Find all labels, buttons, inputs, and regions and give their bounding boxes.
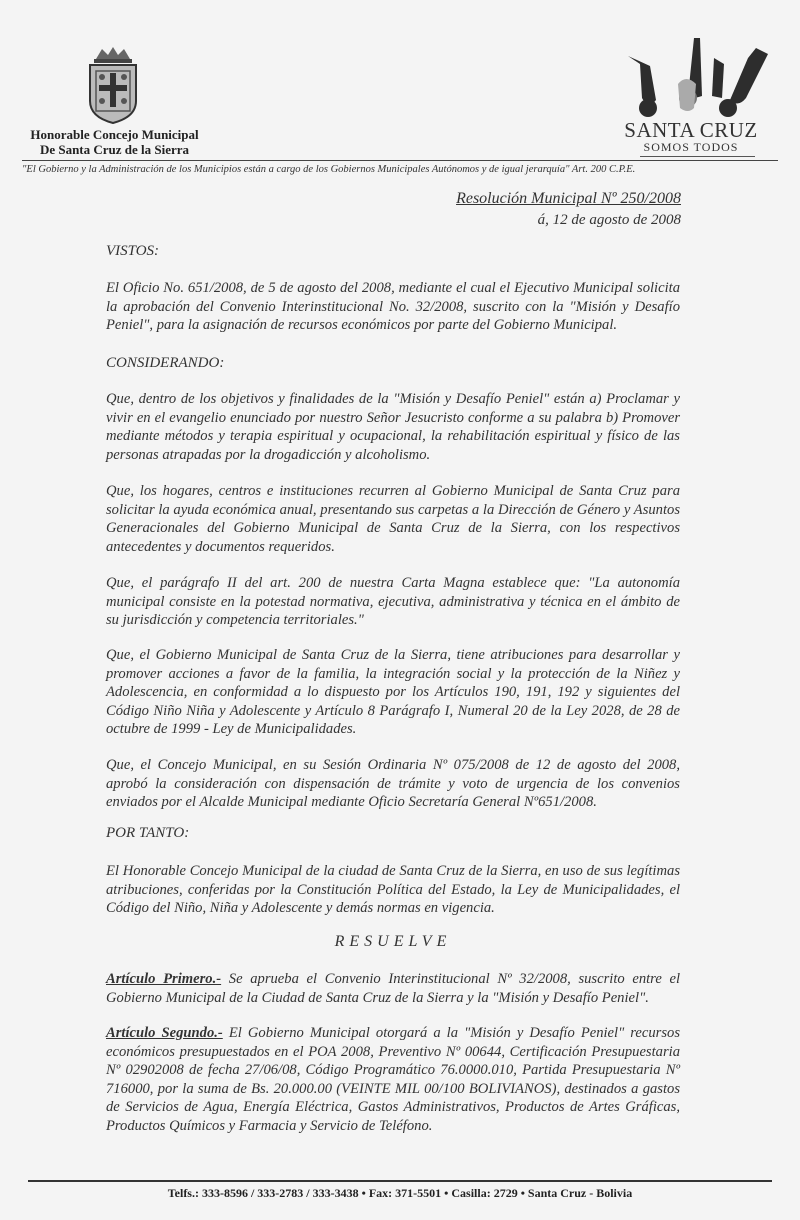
considerando-paragraph: Que, el Concejo Municipal, en su Sesión Ordinaria Nº 075/2008 de 12 de agosto del 2008, aprobó la consideración con dispensación de trámite y voto de urgencia de los convenios enviados por el Alcalde Municipal mediante Oficio Secretaría General Nº651/2008.: [106, 757, 680, 810]
article-first-text: Se aprueba el Convenio Interinstitucional Nº 32/2008, suscrito entre el Gobierno Municipal de la Ciudad de Santa Cruz de la Sierra y la "Misión y Desafío Peniel".: [106, 971, 681, 1006]
considerando-paragraph: Que, los hogares, centros e instituciones recurren al Gobierno Municipal de Santa Cruz para solicitar la ayuda económica anual, presentando sus carpetas a la Dirección de Género y Asuntos Generacionales del Gobierno Municipal de Santa Cruz de la Sierra, con los respectivos antecedentes y documentos requeridos.: [106, 483, 680, 555]
considerando-paragraph: Que, el parágrafo II del art. 200 de nuestra Carta Magna establece que: "La autonomía municipal consiste en la potestad normativa, ejecutiva, administrativa y técnica en el ámbito de su jurisdicción y competencia territoriales.": [106, 575, 680, 628]
considerando-heading: CONSIDERANDO:: [106, 355, 225, 371]
council-line-1: Honorable Concejo Municipal: [30, 127, 199, 142]
coat-of-arms-icon: [84, 45, 142, 125]
constitution-quote: "El Gobierno y la Administración de los Municipios están a cargo de los Gobiernos Municipales Autónomos y de igual jerarquía" Art. 200 C.P.E.: [22, 164, 636, 175]
council-line-2: De Santa Cruz de la Sierra: [39, 142, 190, 157]
considerando-paragraph: Que, dentro de los objetivos y finalidades de la "Misión y Desafío Peniel" están a) Proclamar y vivir en el evangelio enunciado por nuestro Señor Jesucristo conforme a su palabra b) Promover mediante métodos y terapia espiritual y ocupacional, la rehabilitación espiritual y físico de las personas atrapadas por la drogadicción y alcoholismo.: [106, 391, 680, 463]
article-second-label: Artículo Segundo.-: [106, 1025, 223, 1041]
logo-subtitle: SOMOS TODOS: [643, 140, 739, 154]
por-tanto-text: El Honorable Concejo Municipal de la ciudad de Santa Cruz de la Sierra, en uso de sus legítimas atribuciones, conferidas por la Constitución Política del Estado, la Ley de Municipalidades, el Código del Niño, Niña y Adolescente y demás normas en vigencia.: [106, 863, 680, 916]
considerando-paragraph: Que, el Gobierno Municipal de Santa Cruz de la Sierra, tiene atribuciones para desarrollar y promover acciones a favor de la familia, la integración social y la protección de la Niñez y Adolescencia, en conformidad a lo dispuesto por los Artículos 190, 191, 192 y siguientes del Código Niño Niña y Adolescente y Artículo 8 Parágrafo I, Numeral 20 de la Ley 2028, de 28 de octubre de 1999 - Ley de Municipalidades.: [106, 647, 680, 737]
logo-title: SANTA CRUZ: [624, 118, 758, 142]
article-first: [106, 970, 680, 1007]
por-tanto-heading: POR TANTO:: [106, 825, 190, 841]
article-second: [106, 1024, 680, 1135]
footer-contact: Telfs.: 333-8596 / 333-2783 / 333-3438 • Fax: 371-5501 • Casilla: 2729 • Santa Cruz - Bolivia: [167, 1186, 633, 1200]
article-second-text: El Gobierno Municipal otorgará a la "Misión y Desafío Peniel" recursos económicos presupuestados en el POA 2008, Preventivo Nº 00644, Certificación Presupuestaria Nº 02902008 de fecha 27/06/08, Código Programático 76.0000.010, Partida Presupuestaria Nº 716000, por la suma de Bs. 20.000.00 (VEINTE MIL 00/100 BOLIVIANOS), destinados a gastos de Servicios de Agua, Energía Eléctrica, Gastos Administrativos, Productos de Artes Gráficas, Productos Químicos y Farmacia y Servicio de Teléfono.: [106, 1025, 681, 1134]
header-divider: [22, 160, 778, 161]
article-first-label: Artículo Primero.-: [106, 971, 222, 987]
vistos-heading: VISTOS:: [106, 243, 160, 259]
vistos-text: El Oficio No. 651/2008, de 5 de agosto del 2008, mediante el cual el Ejecutivo Municipal solicita la aprobación del Convenio Interinstitucional No. 32/2008, suscrito con la "Misión y Desafío Peniel", para la asignación de recursos económicos por parte del Gobierno Municipal.: [106, 280, 680, 333]
footer-divider: [28, 1180, 772, 1182]
resolution-title: Resolución Municipal Nº 250/2008: [456, 190, 681, 207]
council-name: [22, 127, 207, 157]
logo-underline: [640, 156, 755, 157]
resuelve-heading: RESUELVE: [334, 933, 452, 950]
resolution-date: á, 12 de agosto de 2008: [537, 212, 681, 228]
